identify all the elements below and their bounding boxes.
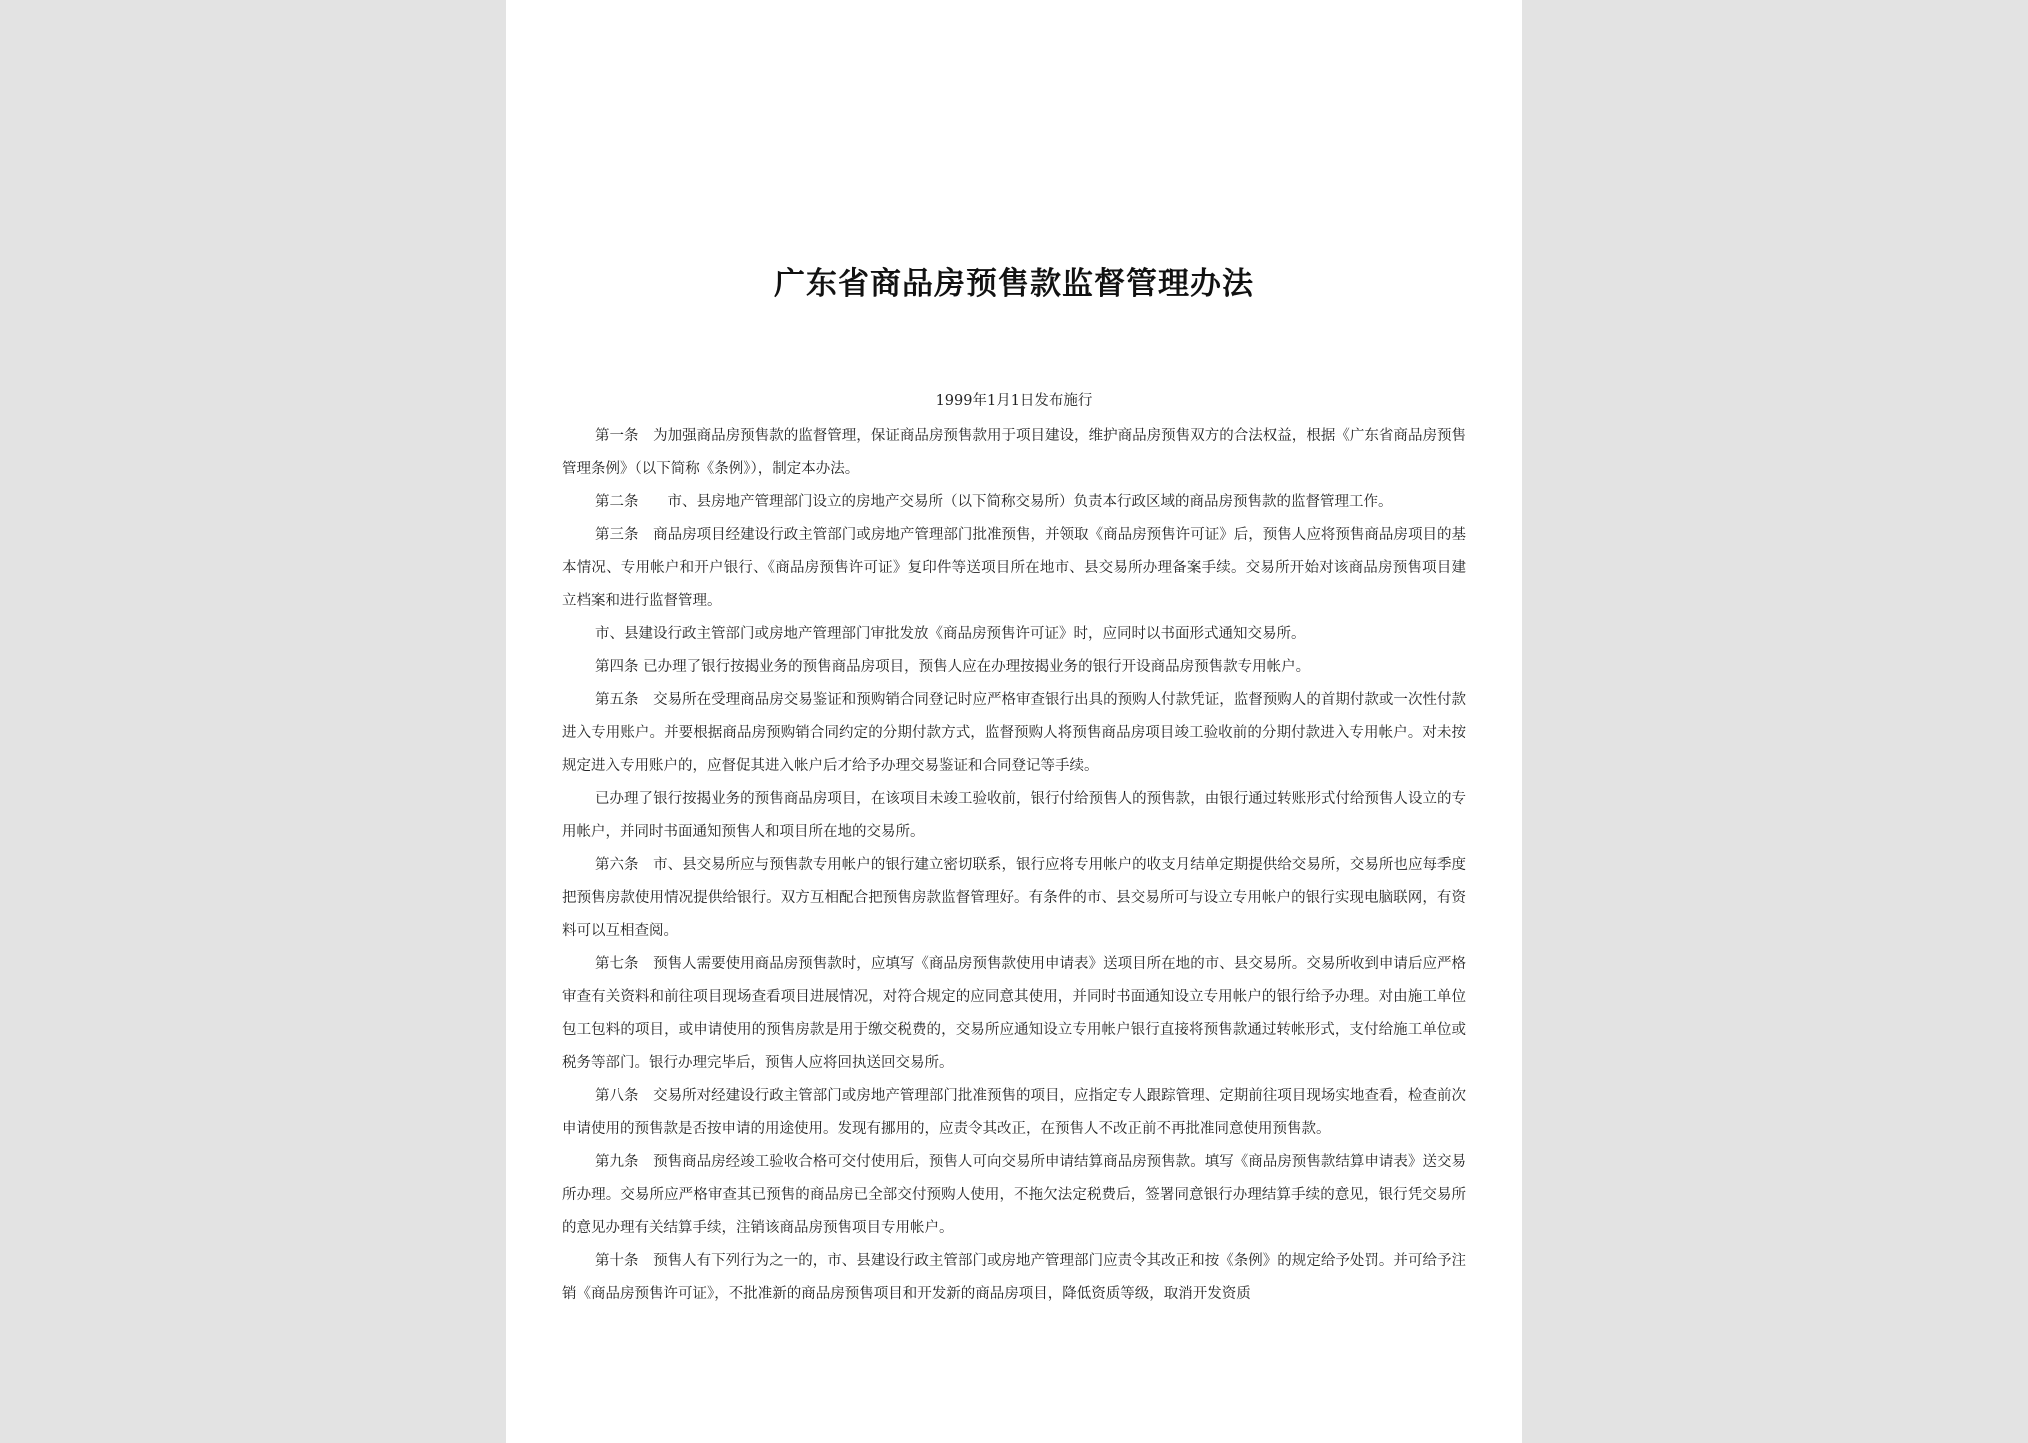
article-paragraph: 第七条 预售人需要使用商品房预售款时，应填写《商品房预售款使用申请表》送项目所在地的市、县交易所。交易所收到申请后应严格审查有关资料和前往项目现场查看项目进展情况，对符合规定的应同意其使用，并同时书面通知设立专用帐户的银行给予办理。对由施工单位包工包料的项目，或申请使用的预售房款是用于缴交税费的，交易所应通知设立专用帐户银行直接将预售款通过转帐形式，支付给施工单位或税务等部门。银行办理完毕后，预售人应将回执送回交易所。	[562, 956, 1466, 1071]
article-paragraph: 市、县建设行政主管部门或房地产管理部门审批发放《商品房预售许可证》时，应同时以书面形式通知交易所。	[595, 626, 1306, 642]
article-paragraph: 已办理了银行按揭业务的预售商品房项目，在该项目未竣工验收前，银行付给预售人的预售款，由银行通过转账形式付给预售人设立的专用帐户，并同时书面通知预售人和项目所在地的交易所。	[562, 791, 1466, 840]
issue-date: 1999年1月1日发布施行	[935, 393, 1093, 409]
article-paragraph: 第五条 交易所在受理商品房交易鉴证和预购销合同登记时应严格审查银行出具的预购人付款凭证，监督预购人的首期付款或一次性付款进入专用账户。并要根据商品房预购销合同约定的分期付款方式，监督预购人将预售商品房项目竣工验收前的分期付款进入专用帐户。对未按规定进入专用账户的，应督促其进入帐户后才给予办理交易鉴证和合同登记等手续。	[562, 692, 1466, 774]
article-paragraph: 第三条 商品房项目经建设行政主管部门或房地产管理部门批准预售，并领取《商品房预售许可证》后，预售人应将预售商品房项目的基本情况、专用帐户和开户银行、《商品房预售许可证》复印件等送项目所在地市、县交易所办理备案手续。交易所开始对该商品房预售项目建立档案和进行监督管理。	[562, 527, 1466, 609]
article-paragraph: 第二条 市、县房地产管理部门设立的房地产交易所（以下简称交易所）负责本行政区域的商品房预售款的监督管理工作。	[595, 494, 1393, 510]
article-paragraph: 第一条 为加强商品房预售款的监督管理，保证商品房预售款用于项目建设，维护商品房预售双方的合法权益，根据《广东省商品房预售管理条例》（以下简称《条例》），制定本办法。	[562, 428, 1466, 477]
article-paragraph: 第六条 市、县交易所应与预售款专用帐户的银行建立密切联系，银行应将专用帐户的收支月结单定期提供给交易所，交易所也应每季度把预售房款使用情况提供给银行。双方互相配合把预售房款监督管理好。有条件的市、县交易所可与设立专用帐户的银行实现电脑联网，有资料可以互相查阅。	[562, 857, 1466, 939]
article-paragraph: 第八条 交易所对经建设行政主管部门或房地产管理部门批准预售的项目，应指定专人跟踪管理、定期前往项目现场实地查看，检查前次申请使用的预售款是否按申请的用途使用。发现有挪用的，应责令其改正，在预售人不改正前不再批准同意使用预售款。	[562, 1088, 1466, 1137]
document-page	[506, 0, 1522, 1443]
document-body	[562, 420, 1466, 1311]
article-paragraph: 第九条 预售商品房经竣工验收合格可交付使用后，预售人可向交易所申请结算商品房预售款。填写《商品房预售款结算申请表》送交易所办理。交易所应严格审查其已预售的商品房已全部交付预购人使用，不拖欠法定税费后，签署同意银行办理结算手续的意见，银行凭交易所的意见办理有关结算手续，注销该商品房预售项目专用帐户。	[562, 1154, 1466, 1236]
article-paragraph: 第四条 已办理了银行按揭业务的预售商品房项目，预售人应在办理按揭业务的银行开设商品房预售款专用帐户。	[595, 659, 1311, 675]
article-paragraph: 第十条 预售人有下列行为之一的，市、县建设行政主管部门或房地产管理部门应责令其改正和按《条例》的规定给予处罚。并可给予注销《商品房预售许可证》，不批准新的商品房预售项目和开发新的商品房项目，降低资质等级，取消开发资质	[562, 1253, 1466, 1302]
document-title: 广东省商品房预售款监督管理办法	[774, 266, 1254, 302]
